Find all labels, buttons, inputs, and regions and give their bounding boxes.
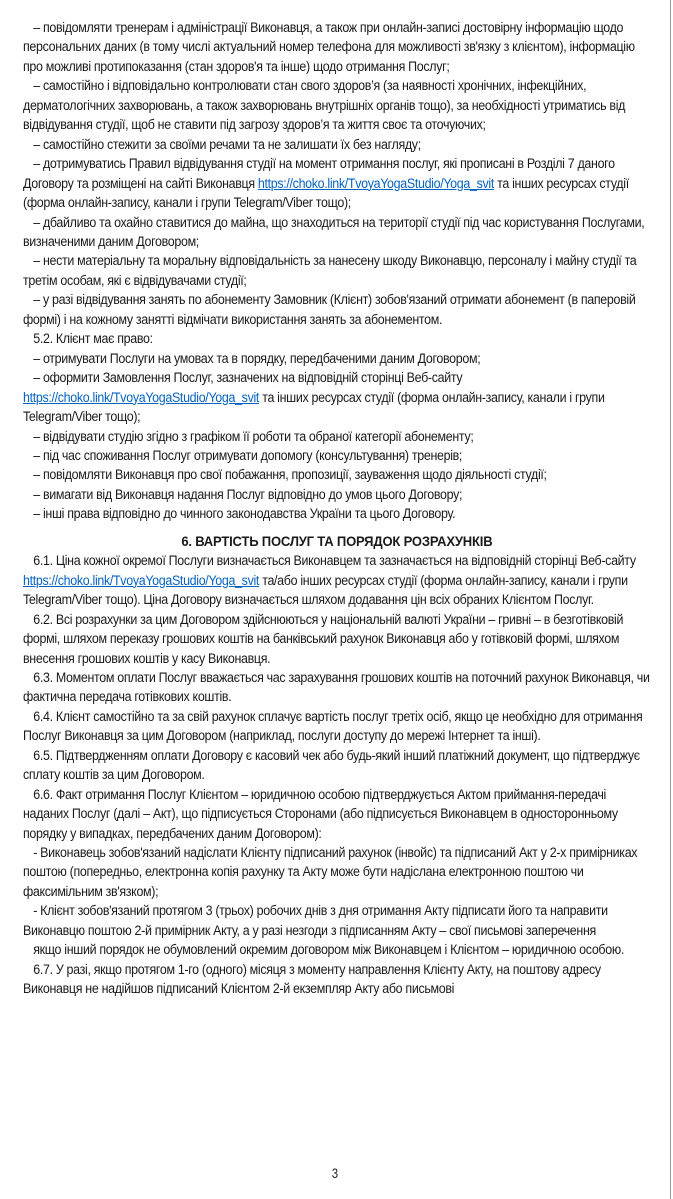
clause-5-2: 5.2. Клієнт має право: [33,331,153,347]
paragraph: – інші права відповідно до чинного законодавства України та цього Договору. [33,506,456,522]
clause-6-1 [23,551,651,609]
paragraph-text: – дотримуватись Правил відвідування студії на момент отримання послуг, які прописані в Розділі 7 даного Договору та розміщені на сайті Виконавця [23,156,615,191]
paragraph: – повідомляти Виконавця про свої побажання, пропозиції, зауваження щодо діяльності студії; [33,467,547,483]
page-number: 3 [331,1166,339,1181]
paragraph-text: – оформити Замовлення Послуг, зазначених на відповідній сторінці Веб-сайту [33,370,463,386]
paragraph: – повідомляти тренерам і адміністрації Виконавця, а також при онлайн-записі достовірну інформацію щодо персональних даних (в тому числі актуальний номер телефона для можливості зв'язку з клієнтом), інформацію про можливі протипоказання (стан здоров'я та інше) щодо отримання Послуг; [23,20,635,74]
paragraph: - Виконавець зобов'язаний надіслати Клієнту підписаний рахунок (інвойс) та підписаний Акт у 2-х примірниках поштою (попередньо, електронна копія рахунку та Акту може бути надіслана електронною поштою чи факсимільним зв'язком); [23,845,638,899]
paragraph-text: та інших ресурсах студії (форма онлайн-запису, канали і групи Telegram/Viber тощо); [23,175,629,211]
clause-6-7: 6.7. У разі, якщо протягом 1-го (одного) місяця з моменту направлення Клієнту Акту, на поштову адресу Виконавця не надійшов підписаний Клієнтом 2-й екземпляр Акту або письмові [23,961,601,997]
paragraph: – дбайливо та охайно ставитися до майна, що знаходиться на території студії під час користування Послугами, визначеними даним Договором; [23,214,645,249]
section-6-heading: 6. ВАРТІСТЬ ПОСЛУГ ТА ПОРЯДОК РОЗРАХУНКІВ [181,532,493,549]
paragraph: – самостійно і відповідально контролювати стан свого здоров’я (за наявності хронічних, інфекційних, дерматологічних захворювань, а також захворювань внутрішніх органів тощо), за необхідності утриматись від відвідування студії, щоб не ставити під загрозу здоров’я та життя своє та оточуючих; [23,78,626,133]
paragraph-with-link [23,368,651,426]
clause-6-6: 6.6. Факт отримання Послуг Клієнтом – юридичною особою підтверджується Актом приймання-передачі наданих Послуг (далі – Акт), що підписується Сторонами (або підписується Виконавцем в односторонньому порядку у випадках, передбачених даним Договором): [23,786,618,841]
clause-6-4: 6.4. Клієнт самостійно та за свій рахунок сплачує вартість послуг третіх осіб, якщо це необхідно для отримання Послуг Виконавця за цим Договором (наприклад, послуги доступу до мережі Інтернет та інші). [23,708,643,744]
studio-website-link[interactable]: https://choko.link/TvoyaYogaStudio/Yoga_svit [23,572,260,588]
paragraph: якщо інший порядок не обумовлений окремим договором між Виконавцем і Клієнтом – юридичною особою. [33,942,624,958]
paragraph: – самостійно стежити за своїми речами та не залишати їх без нагляду; [33,136,421,152]
paragraph-text: та/або інших ресурсах студії (форма онлайн-запису, канали і групи Telegram/Viber тощо). Ціна Договору визначається шляхом додавання цін всіх обраних Клієнтом Послуг. [23,572,628,608]
paragraph-text: 6.1. Ціна кожної окремої Послуги визначається Виконавцем та зазначається на відповідній сторінці Веб-сайту [33,553,636,569]
clause-6-3: 6.3. Моментом оплати Послуг вважається час зарахування грошових коштів на поточний рахунок Виконавця, чи фактична передача готівкових коштів. [23,669,650,705]
paragraph: - Клієнт зобов'язаний протягом 3 (трьох) робочих днів з дня отримання Акту підписати його та направити Виконавцю поштою 2-й примірник Акту, а у разі незгоди з підписанням Акту – свої письмові заперечення [23,903,608,938]
paragraph: – під час споживання Послуг отримувати допомогу (консультування) тренерів; [33,447,463,463]
paragraph-text: та інших ресурсах студії (форма онлайн-запису, канали і групи Telegram/Viber тощо); [23,389,605,425]
paragraph-with-link [23,154,651,212]
studio-website-link[interactable]: https://choko.link/TvoyaYogaStudio/Yoga_svit [257,175,494,191]
clause-6-2: 6.2. Всі розрахунки за цим Договором здійснюються у національній валюті України – гривні – в безготівковій формі, шляхом переказу грошових коштів на банківський рахунок Виконавця або у готівковій формі, шляхом внесення грошових коштів у касу Виконавця. [23,611,624,666]
studio-website-link[interactable]: https://choko.link/TvoyaYogaStudio/Yoga_svit [23,389,260,405]
paragraph: – отримувати Послуги на умовах та в порядку, передбаченими даним Договором; [33,350,481,366]
document-body [23,18,651,999]
paragraph: – у разі відвідування занять по абонементу Замовник (Клієнт) зобов'язаний отримати абонемент (в паперовій формі) і на кожному занятті відмічати використання занять за абонементом. [23,292,636,327]
paragraph: – відвідувати студію згідно з графіком її роботи та обраної категорії абонементу; [33,428,474,444]
paragraph: – вимагати від Виконавця надання Послуг відповідно до умов цього Договору; [33,486,463,502]
paragraph: – нести матеріальну та моральну відповідальність за нанесену шкоду Виконавцю, персоналу і майну студії та третім особам, які є відвідувачами студії; [23,253,637,288]
clause-6-5: 6.5. Підтвердженням оплати Договору є касовий чек або будь-який інший платіжний документ, що підтверджує сплату коштів за цим Договором. [23,747,640,783]
